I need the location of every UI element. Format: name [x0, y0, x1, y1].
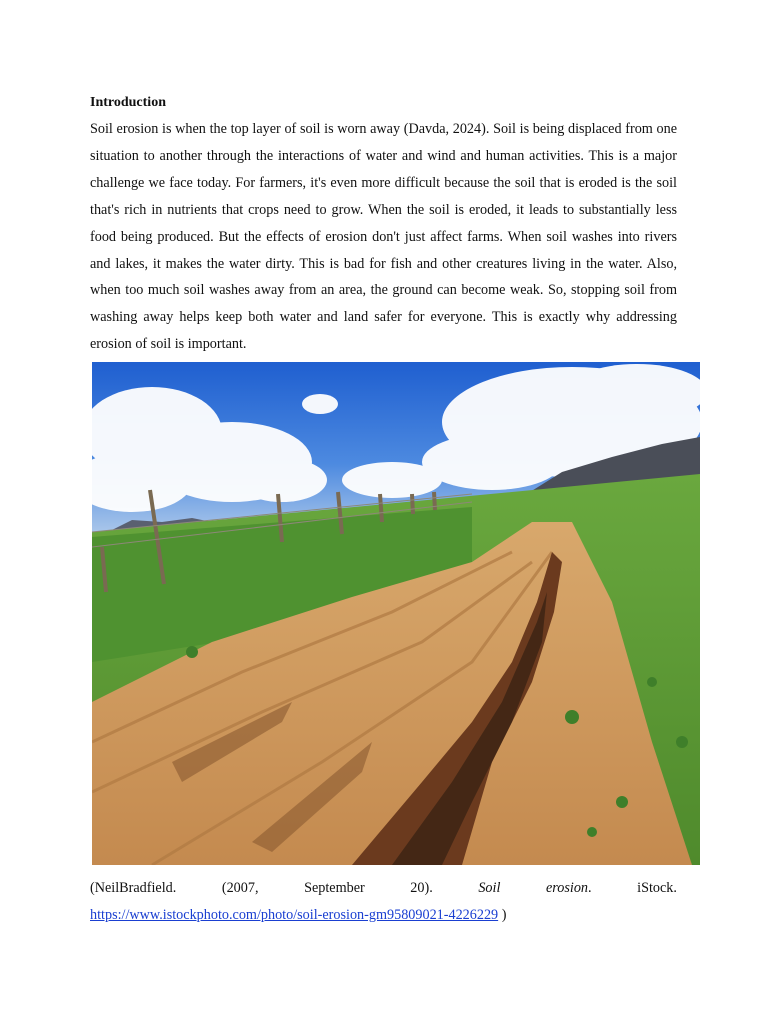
citation-link[interactable]: https://www.istockphoto.com/photo/soil-erosion-gm95809021-4226229	[90, 907, 499, 923]
citation-publisher: iStock.	[637, 880, 677, 896]
soil-erosion-photo	[92, 362, 700, 865]
citation-day: 20).	[410, 880, 433, 896]
citation-title: Soil	[478, 880, 501, 896]
citation-title-2: erosion.	[545, 880, 592, 896]
citation-url-line	[90, 902, 677, 929]
intro-paragraph: Soil erosion is when the top layer of soil is worn away (Davda, 2024). Soil is being displaced from one situation to another through the interactions of water and wind and human activities. This is a major challenge we face today. For farmers, it's even more difficult because the soil that is eroded is the soil that's rich in nutrients that crops need to grow. When the soil is eroded, it leads to substantially less food being produced. But the effects of erosion don't just affect farms. When soil washes into rivers and lakes, it makes the water dirty. This is bad for fish and other creatures living in the water. Also, when too much soil washes away from an area, the ground can become weak. So, stopping soil from washing away helps keep both water and land safer for everyone. This is exactly why addressing erosion of soil is important.	[90, 121, 677, 353]
citation-year: (2007,	[221, 880, 259, 896]
citation-month: September	[304, 880, 365, 896]
citation-closing: )	[498, 907, 507, 923]
image-citation	[90, 875, 677, 929]
section-heading: Introduction	[90, 95, 166, 110]
citation-line	[90, 875, 677, 902]
citation-author: (NeilBradfield.	[90, 880, 177, 896]
